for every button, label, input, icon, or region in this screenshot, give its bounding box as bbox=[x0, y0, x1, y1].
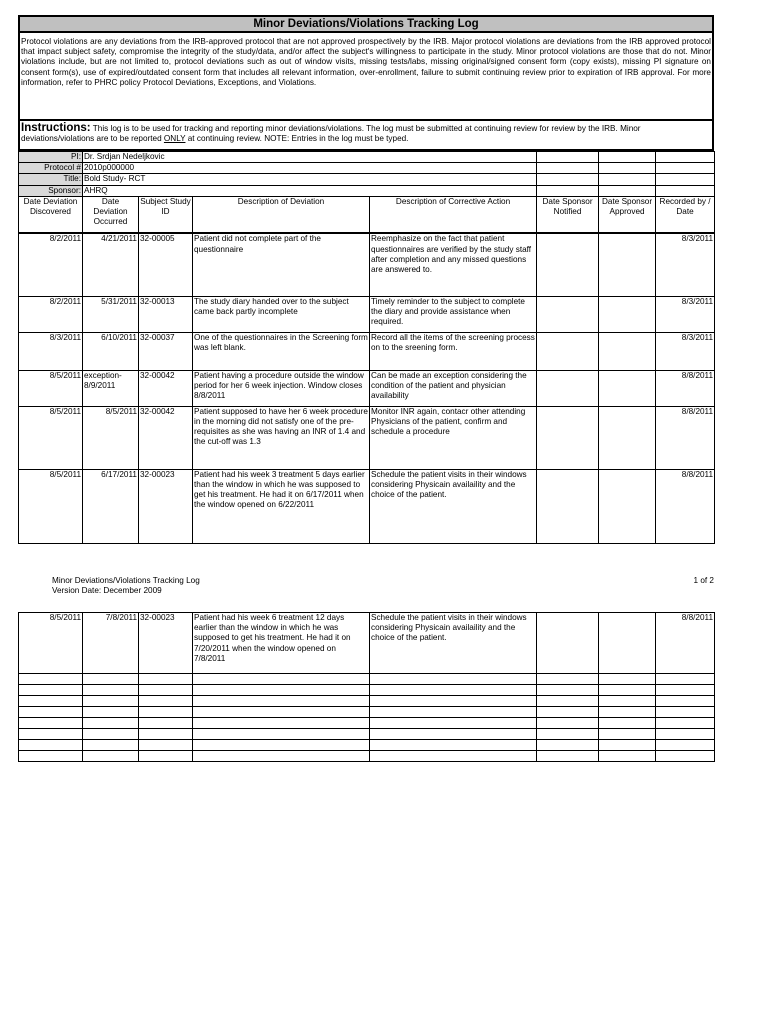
date-occurred: 4/21/2011 bbox=[83, 233, 139, 296]
meta-label: Sponsor: bbox=[19, 185, 83, 196]
recorded-by-date: 8/8/2011 bbox=[656, 469, 715, 543]
recorded-by-date: 8/3/2011 bbox=[656, 233, 715, 296]
column-header: Description of Corrective Action bbox=[370, 196, 537, 233]
date-discovered: 8/5/2011 bbox=[19, 613, 83, 674]
intro-paragraph: Protocol violations are any deviations from the IRB-approved protocol that are not approved prospectively by the IRB. Major protocol violations are deviations from the IRB approved protocol that impact subject safety, compromise the integrity of the study/data, and/or affect the subject's willingness to participate in the study. Minor protocol violations are those that do not. Minor violations include, but are not limited to, protocol deviations such as out of window visits, missing tests/labs, missing original/signed consent form (copy exists), missing PI signature on consent form(s), use of expired/outdated consent form that includes all relevant information, over-enrollment, failure to submit continuing review prior to expiration of IRB approval. For more information, refer to PHRC policy Protocol Deviations, Exceptions, and Violations. bbox=[21, 37, 711, 87]
deviation-description: The study diary handed over to the subject came back partly incomplete bbox=[193, 296, 370, 332]
meta-value: Dr. Srdjan Nedeljkovic bbox=[83, 152, 537, 163]
empty-row bbox=[19, 729, 715, 740]
footer-version: Version Date: December 2009 bbox=[52, 586, 162, 595]
instructions-box bbox=[20, 119, 712, 151]
column-header: Date Deviation Occurred bbox=[83, 196, 139, 233]
date-sponsor-approved bbox=[599, 406, 656, 469]
subject-id: 32-00023 bbox=[139, 613, 193, 674]
column-header: Date Sponsor Approved bbox=[599, 196, 656, 233]
recorded-by-date: 8/8/2011 bbox=[656, 406, 715, 469]
page-number: 1 of 2 bbox=[693, 576, 714, 585]
recorded-by-date: 8/8/2011 bbox=[656, 613, 715, 674]
deviation-description: Patient had his week 3 treatment 5 days earlier than the window in which he was supposed to get his treatment. He had it on 6/17/2011 when the window opened on 6/22/2011 bbox=[193, 469, 370, 543]
date-sponsor-notified bbox=[537, 370, 599, 406]
subject-id: 32-00042 bbox=[139, 370, 193, 406]
deviation-description: Patient did not complete part of the questionnaire bbox=[193, 233, 370, 296]
date-sponsor-notified bbox=[537, 233, 599, 296]
subject-id: 32-00037 bbox=[139, 332, 193, 370]
subject-id: 32-00023 bbox=[139, 469, 193, 543]
subject-id: 32-00013 bbox=[139, 296, 193, 332]
meta-value: AHRQ bbox=[83, 185, 537, 196]
log-table bbox=[18, 151, 715, 544]
meta-label: Protocol # bbox=[19, 163, 83, 174]
recorded-by-date: 8/8/2011 bbox=[656, 370, 715, 406]
corrective-action: Schedule the patient visits in their windows considering Physicain availaility and the choice of the patient. bbox=[370, 469, 537, 543]
date-occurred: 6/10/2011 bbox=[83, 332, 139, 370]
deviation-description: Patient supposed to have her 6 week procedure in the morning did not satisfy one of the pre-requisites as she was having an INR of 1.4 and the cut-off was 1.3 bbox=[193, 406, 370, 469]
instructions-only: ONLY bbox=[163, 134, 186, 144]
subject-id: 32-00042 bbox=[139, 406, 193, 469]
date-discovered: 8/5/2011 bbox=[19, 406, 83, 469]
empty-row bbox=[19, 685, 715, 696]
date-occurred: 8/5/2011 bbox=[83, 406, 139, 469]
table-row bbox=[19, 296, 715, 332]
table-row bbox=[19, 613, 715, 674]
date-discovered: 8/2/2011 bbox=[19, 296, 83, 332]
empty-row bbox=[19, 751, 715, 762]
date-sponsor-approved bbox=[599, 296, 656, 332]
date-discovered: 8/5/2011 bbox=[19, 370, 83, 406]
date-sponsor-approved bbox=[599, 613, 656, 674]
empty-row bbox=[19, 707, 715, 718]
date-occurred: 5/31/2011 bbox=[83, 296, 139, 332]
date-sponsor-approved bbox=[599, 233, 656, 296]
page-footer bbox=[52, 576, 722, 596]
column-header: Date Sponsor Notified bbox=[537, 196, 599, 233]
table-row bbox=[19, 370, 715, 406]
instructions-label: Instructions: bbox=[21, 122, 91, 134]
instructions-part-a: This log is to be used for tracking and reporting minor deviations/violations. The log must be submitted at continuing review for review by the IRB. Minor deviations/violations are to be reported bbox=[21, 124, 641, 144]
deviation-description: Patient had his week 6 treatment 12 days earlier than the window in which he was supposed to get his treatment. He had it on 7/20/2011 when the window opened on 7/8/2011 bbox=[193, 613, 370, 674]
column-header: Date Deviation Discovered bbox=[19, 196, 83, 233]
meta-row bbox=[19, 185, 715, 196]
meta-row bbox=[19, 163, 715, 174]
instructions-part-b: at continuing review. NOTE: Entries in the log must be typed. bbox=[185, 134, 409, 144]
deviation-description: One of the questionnaires in the Screening form was left blank. bbox=[193, 332, 370, 370]
corrective-action: Timely reminder to the subject to complete the diary and provide assistance when required. bbox=[370, 296, 537, 332]
table-row bbox=[19, 469, 715, 543]
corrective-action: Can be made an exception considering the condition of the patient and physician availability bbox=[370, 370, 537, 406]
log-table-continued bbox=[18, 612, 715, 762]
deviation-description: Patient having a procedure outside the window period for her 6 week injection. Window closes 8/8/2011 bbox=[193, 370, 370, 406]
date-discovered: 8/5/2011 bbox=[19, 469, 83, 543]
table-row bbox=[19, 233, 715, 296]
meta-value: 2010p000000 bbox=[83, 163, 537, 174]
column-header: Description of Deviation bbox=[193, 196, 370, 233]
table-row bbox=[19, 406, 715, 469]
date-sponsor-notified bbox=[537, 332, 599, 370]
date-sponsor-approved bbox=[599, 469, 656, 543]
date-sponsor-notified bbox=[537, 469, 599, 543]
date-occurred: exception-8/9/2011 bbox=[83, 370, 139, 406]
date-sponsor-approved bbox=[599, 370, 656, 406]
empty-row bbox=[19, 740, 715, 751]
meta-row bbox=[19, 174, 715, 185]
corrective-action: Schedule the patient visits in their windows considering Physicain availaility and the choice of the patient. bbox=[370, 613, 537, 674]
date-occurred: 7/8/2011 bbox=[83, 613, 139, 674]
date-sponsor-notified bbox=[537, 406, 599, 469]
date-sponsor-approved bbox=[599, 332, 656, 370]
table-row bbox=[19, 332, 715, 370]
date-sponsor-notified bbox=[537, 613, 599, 674]
empty-row bbox=[19, 718, 715, 729]
column-header: Recorded by / Date bbox=[656, 196, 715, 233]
column-header-row bbox=[19, 196, 715, 233]
meta-label: PI: bbox=[19, 152, 83, 163]
footer-title: Minor Deviations/Violations Tracking Log bbox=[52, 576, 200, 585]
page-title: Minor Deviations/Violations Tracking Log bbox=[20, 17, 712, 33]
recorded-by-date: 8/3/2011 bbox=[656, 332, 715, 370]
subject-id: 32-00005 bbox=[139, 233, 193, 296]
date-sponsor-notified bbox=[537, 296, 599, 332]
empty-row bbox=[19, 674, 715, 685]
date-discovered: 8/3/2011 bbox=[19, 332, 83, 370]
instructions-text bbox=[21, 123, 711, 145]
recorded-by-date: 8/3/2011 bbox=[656, 296, 715, 332]
meta-value: Bold Study- RCT bbox=[83, 174, 537, 185]
corrective-action: Reemphasize on the fact that patient questionnaires are verified by the study staff after completion and any missed questions are answered to. bbox=[370, 233, 537, 296]
corrective-action: Record all the items of the screening process on to the sreening form. bbox=[370, 332, 537, 370]
log-header bbox=[18, 15, 714, 151]
meta-row bbox=[19, 152, 715, 163]
meta-label: Title: bbox=[19, 174, 83, 185]
empty-row bbox=[19, 696, 715, 707]
date-discovered: 8/2/2011 bbox=[19, 233, 83, 296]
date-occurred: 6/17/2011 bbox=[83, 469, 139, 543]
corrective-action: Monitor INR again, contacr other attending Physicians of the patient, confirm and schedule a procedure bbox=[370, 406, 537, 469]
column-header: Subject Study ID bbox=[139, 196, 193, 233]
